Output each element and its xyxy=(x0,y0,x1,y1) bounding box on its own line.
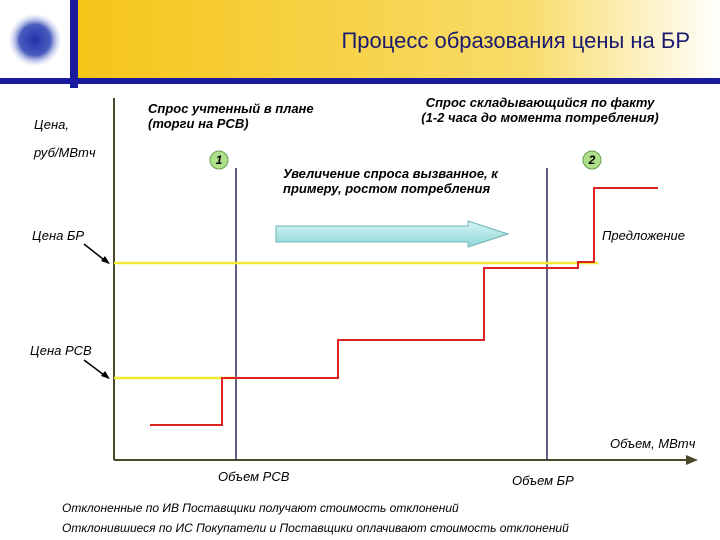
decor-vertical-bar xyxy=(70,0,78,88)
price-br-pointer-head xyxy=(101,256,110,264)
footnote-2: Отклонившиеся по ИС Покупатели и Поставщики оплачивают стоимость отклонений xyxy=(62,521,569,535)
y-axis-label-line1: Цена, xyxy=(34,117,69,132)
x-axis-label: Объем, МВтч xyxy=(610,436,696,451)
volume-br-label: Объем БР xyxy=(512,473,574,488)
price-br-label: Цена БР xyxy=(32,228,85,243)
demand-planned-label: Спрос учтенный в плане (торги на РСВ) xyxy=(148,101,314,131)
demand-increase-arrow xyxy=(276,221,508,247)
demand-increase-label: Увеличение спроса вызванное, к примеру, ростом потребления xyxy=(283,166,498,196)
badge-1-text: 1 xyxy=(215,153,223,167)
price-rsv-label: Цена РСВ xyxy=(30,343,92,358)
badge-2-text: 2 xyxy=(588,153,596,167)
volume-rsv-label: Объем РСВ xyxy=(218,469,290,484)
y-axis-label-line2: руб/МВтч xyxy=(34,145,96,160)
price-rsv-pointer-head xyxy=(101,371,110,379)
demand-actual-label: Спрос складывающийся по факту (1-2 часа до момента потребления) xyxy=(421,95,659,125)
page-title: Процесс образования цены на БР xyxy=(341,28,690,53)
decor-horizontal-bar xyxy=(0,78,720,84)
supply-curve xyxy=(150,188,658,425)
decor-blue-orb xyxy=(9,14,61,66)
footnote-1: Отклоненные по ИВ Поставщики получают стоимость отклонений xyxy=(62,501,459,515)
supply-label: Предложение xyxy=(602,228,685,243)
x-axis-arrowhead xyxy=(686,455,698,465)
